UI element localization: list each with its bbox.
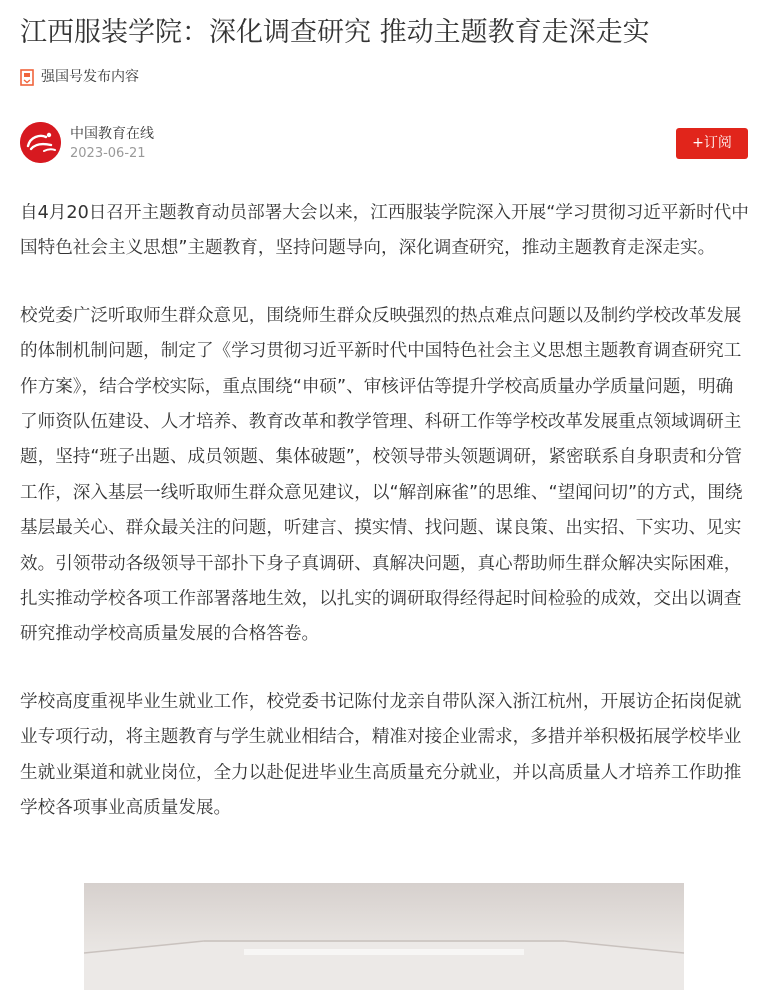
article-photo: [84, 883, 684, 990]
avatar[interactable]: [20, 122, 61, 163]
flag-badge-icon: [20, 69, 34, 86]
paragraph: 校党委广泛听取师生群众意见，围绕师生群众反映强烈的热点难点问题以及制约学校改革发展的体制机制问题，制定了《学习贯彻习近平新时代中国特色社会主义思想主题教育调查研究工作方案》，结合学校实际，重点围绕“申硕”、审核评估等提升学校高质量办学质量问题，明确了师资队伍建设、人才培养、教育改革和教学管理、科研工作等学校改革发展重点领域调研主题，坚持“班子出题、成员领题、集体破题”，校领导带头领题调研，紧密联系自身职责和分管工作，深入基层一线听取师生群众意见建议，以“解剖麻雀”的思维、“望闻问切”的方式，围绕基层最关心、群众最关注的问题，听建言、摸实情、找问题、谋良策、出实招、下实功、见实效。引领带动各级领导干部扑下身子真调研、真解决问题，真心帮助师生群众解决实际困难，扎实推动学校各项工作部署落地生效，以扎实的调研取得经得起时间检验的成效，交出以调查研究推动学校高质量发展的合格答卷。: [20, 305, 743, 645]
author-row: [20, 122, 748, 164]
paragraph: 学校高度重视毕业生就业工作，校党委书记陈付龙亲自带队深入浙江杭州，开展访企拓岗促就业专项行动，将主题教育与学生就业相结合，精准对接企业需求，多措并举积极拓展学校毕业生就业渠道和就业岗位，全力以赴促进毕业生高质量充分就业，并以高质量人才培养工作助推学校各项事业高质量发展。: [20, 691, 742, 819]
article-body: [20, 196, 750, 859]
subscribe-button[interactable]: +订阅: [676, 128, 748, 159]
publish-date: 2023-06-21: [70, 146, 146, 161]
article-title: 江西服装学院：深化调查研究 推动主题教育走深走实: [20, 17, 650, 48]
source-label: 强国号发布内容: [41, 69, 139, 85]
china-education-online-logo: [20, 122, 61, 163]
source-row: [20, 66, 139, 88]
ceiling-photo-image: [84, 883, 684, 990]
paragraph: 自4月20日召开主题教育动员部署大会以来，江西服装学院深入开展“学习贯彻习近平新时代中国特色社会主义思想”主题教育，坚持问题导向，深化调查研究，推动主题教育走深走实。: [20, 203, 749, 259]
author-name[interactable]: 中国教育在线: [70, 126, 154, 142]
